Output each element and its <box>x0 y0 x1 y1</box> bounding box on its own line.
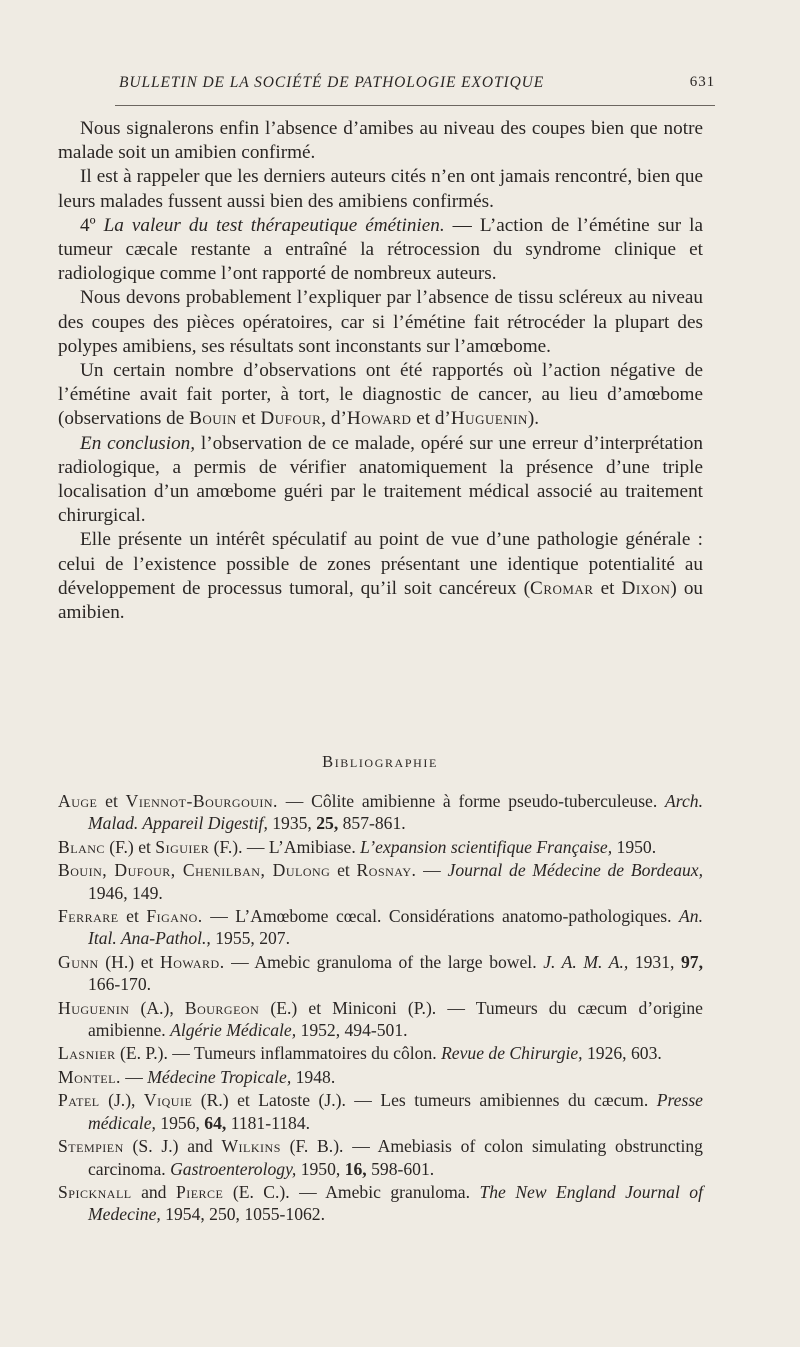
reference-journal: An. Ital. Ana-Pathol., <box>88 906 703 949</box>
reference-text: — <box>120 1066 148 1087</box>
reference-authors: Rosnay. <box>356 860 417 881</box>
author-name: Bouin <box>189 408 237 430</box>
paragraph <box>58 286 703 359</box>
reference-authors: Patel <box>58 1090 100 1111</box>
paragraph <box>58 117 703 165</box>
journal-title: BULLETIN DE LA SOCIÉTÉ DE PATHOLOGIE EXOTIQUE <box>119 74 545 91</box>
reference-text: — Côlite amibienne à forme pseudo-tuberculeuse. <box>277 791 666 811</box>
reference-text: (E. P.). — Tumeurs inflammatoires du côlon. <box>115 1043 442 1064</box>
reference-year: 1926, 603. <box>582 1043 662 1064</box>
paragraph-text: et <box>593 577 622 599</box>
reference-journal: Presse médicale, <box>88 1090 703 1133</box>
reference-journal: L’expansion scientifique Française, <box>360 836 613 857</box>
reference-authors: Figano. <box>146 906 203 927</box>
reference-text: — L’Amœbome cœcal. Considérations anatomo-pathologiques. <box>202 906 680 927</box>
reference-authors: Wilkins <box>221 1136 281 1157</box>
reference-authors: Bourgeon <box>184 997 260 1018</box>
reference-pages: 166-170. <box>88 974 152 995</box>
reference-authors: Viennot-Bourgouin. <box>125 791 278 811</box>
reference-entry <box>58 951 703 996</box>
reference-journal: Arch. Malad. Appareil Digestif, <box>88 791 703 834</box>
running-header <box>115 72 715 102</box>
author-name: Huguenin <box>450 408 528 430</box>
reference-authors: Siguier <box>155 836 210 857</box>
reference-text: (F.) et <box>104 836 156 857</box>
reference-year: 1952, 494-501. <box>296 1020 408 1041</box>
author-name: Cromar <box>530 577 594 599</box>
section-number: 4º <box>80 214 96 236</box>
reference-volume: 16, <box>344 1158 367 1179</box>
reference-text: and <box>131 1181 176 1202</box>
reference-year: 1950. <box>612 836 657 857</box>
paragraph-text: Nous signalerons enfin l’absence d’amibes au niveau des coupes bien que notre malade soit un amibien confirmé. <box>58 118 703 164</box>
reference-journal: Revue de Chirurgie, <box>441 1043 583 1064</box>
reference-authors: Viquie <box>143 1090 193 1111</box>
reference-year: 1931, <box>628 951 681 972</box>
paragraph <box>58 214 703 287</box>
reference-authors: Spicknall <box>58 1181 132 1202</box>
author-name: Dufour <box>260 408 322 430</box>
article-body <box>58 117 703 625</box>
reference-entry <box>58 1135 703 1180</box>
reference-journal: Gastroenterology, <box>170 1158 297 1179</box>
reference-text: (A.), <box>129 997 185 1018</box>
reference-entry <box>58 1042 703 1064</box>
reference-entry <box>58 836 703 858</box>
page-number: 631 <box>689 74 715 90</box>
paragraph <box>58 528 703 625</box>
reference-volume: 64, <box>204 1112 227 1133</box>
reference-journal: Journal de Médecine de Bordeaux, <box>447 860 704 881</box>
reference-pages: 857-861. <box>338 813 406 834</box>
author-name: Howard <box>346 408 412 430</box>
reference-entry <box>58 1181 703 1226</box>
reference-year: 1955, 207. <box>210 928 290 949</box>
header-rule <box>115 105 715 106</box>
paragraph <box>58 359 703 432</box>
paragraph-text: — L’action de l’émétine sur la tumeur cæcale restante a entraîné la rétrocession du syndrome clinique et radiologique comme l’ont rapporté de nombreux auteurs. <box>58 214 703 285</box>
reference-text: (R.) et Latoste (J.). — Les tumeurs amibiennes du cæcum. <box>192 1090 657 1111</box>
reference-text: et <box>97 791 126 811</box>
reference-year: 1948. <box>291 1066 336 1087</box>
reference-text: (E.) et Miniconi (P.). — Tumeurs du cæcum d’origine amibienne. <box>88 997 703 1041</box>
reference-authors: Montel. <box>58 1066 121 1087</box>
reference-authors: Stempien <box>58 1136 124 1157</box>
paragraph-text: , d’ <box>321 408 347 430</box>
reference-text: — Amebic granuloma of the large bowel. <box>224 951 544 972</box>
reference-pages: 1181-1184. <box>226 1112 311 1133</box>
reference-authors: Lasnier <box>58 1043 116 1064</box>
reference-entry <box>58 1089 703 1134</box>
bibliography-list <box>58 790 703 1227</box>
reference-journal: J. A. M. A., <box>543 951 629 972</box>
bibliography-heading: Bibliographie <box>322 752 438 771</box>
reference-text: (F.). — L’Amibiase. <box>209 836 361 857</box>
paragraph-text: ). <box>527 408 540 430</box>
reference-text: et <box>330 860 357 881</box>
reference-authors: Ferrare <box>58 906 119 927</box>
paragraph <box>58 165 703 213</box>
paragraph-text: Un certain nombre d’observations ont été rapportés où l’action négative de l’émétine avait fait porter, à tort, le diagnostic de cancer, au lieu d’amœbome (observations de <box>58 360 703 430</box>
reference-authors: Blanc <box>58 836 105 857</box>
paragraph-text: et <box>236 408 261 430</box>
paragraph-text: et d’ <box>411 408 451 430</box>
reference-year: 1950, <box>296 1158 345 1179</box>
reference-year: 1935, <box>267 813 317 834</box>
reference-authors: Gunn <box>58 951 99 972</box>
reference-text: et <box>118 906 147 927</box>
reference-text: (H.) et <box>98 951 160 972</box>
reference-pages: 598-601. <box>366 1158 435 1179</box>
reference-text: — <box>416 860 448 881</box>
reference-authors: Bouin, Dufour, Chenilban, Dulong <box>58 860 331 881</box>
author-name: Dixon <box>621 577 671 599</box>
reference-authors: Howard. <box>159 951 225 972</box>
reference-entry <box>58 997 703 1042</box>
reference-authors: Pierce <box>175 1181 224 1202</box>
reference-volume: 25, <box>316 813 339 834</box>
paragraph-text: ) ou amibien. <box>58 577 704 624</box>
reference-journal: The New England Journal of Medecine, <box>88 1181 703 1225</box>
reference-authors: Auge <box>58 791 98 811</box>
reference-year: 1954, 250, 1055-1062. <box>160 1204 325 1225</box>
paragraph-text: Elle présente un intérêt spéculatif au point de vue d’une pathologie générale : celui de l’existence possible de zones présentant une identique potentialité au développement de processus tumoral, qu’il soit cancéreux ( <box>58 529 703 599</box>
reference-text: (J.), <box>99 1090 144 1111</box>
emphasis-text: En conclusion, <box>80 432 196 454</box>
reference-year: 1956, <box>155 1112 205 1133</box>
reference-entry <box>58 859 703 904</box>
reference-entry <box>58 790 703 835</box>
section-heading: La valeur du test thérapeutique émétinien. <box>103 214 445 236</box>
paragraph <box>58 432 703 529</box>
reference-year: 1946, 149. <box>88 882 163 903</box>
paragraph-text: Nous devons probablement l’expliquer par l’absence de tissu scléreux au niveau des coupes des pièces opératoires, car si l’émétine fait rétrocéder la plupart des polypes amibiens, ses résultats sont inconstants sur l’amœbome. <box>58 287 703 357</box>
reference-text: (S. J.) and <box>123 1136 222 1157</box>
reference-journal: Médecine Tropicale, <box>147 1066 292 1087</box>
reference-journal: Algérie Médicale, <box>170 1020 297 1041</box>
reference-volume: 97, <box>681 951 703 972</box>
reference-text: (F. B.). — Amebiasis of colon simulating obstruncting carcinoma. <box>88 1136 703 1179</box>
paragraph-text: l’observation de ce malade, opéré sur une erreur d’interprétation radiologique, a permis de vérifier anatomiquement la présence d’une triple localisation d’un amœbome guéri par le traitement médical associé au traitement chirurgical. <box>58 432 703 527</box>
paragraph-text: Il est à rappeler que les derniers auteurs cités n’en ont jamais rencontré, bien que leurs malades fussent aussi bien des amibiens confirmés. <box>58 166 703 212</box>
reference-entry <box>58 905 703 950</box>
reference-text: (E. C.). — Amebic granuloma. <box>223 1181 480 1202</box>
reference-authors: Huguenin <box>58 997 130 1018</box>
reference-entry <box>58 1066 703 1088</box>
